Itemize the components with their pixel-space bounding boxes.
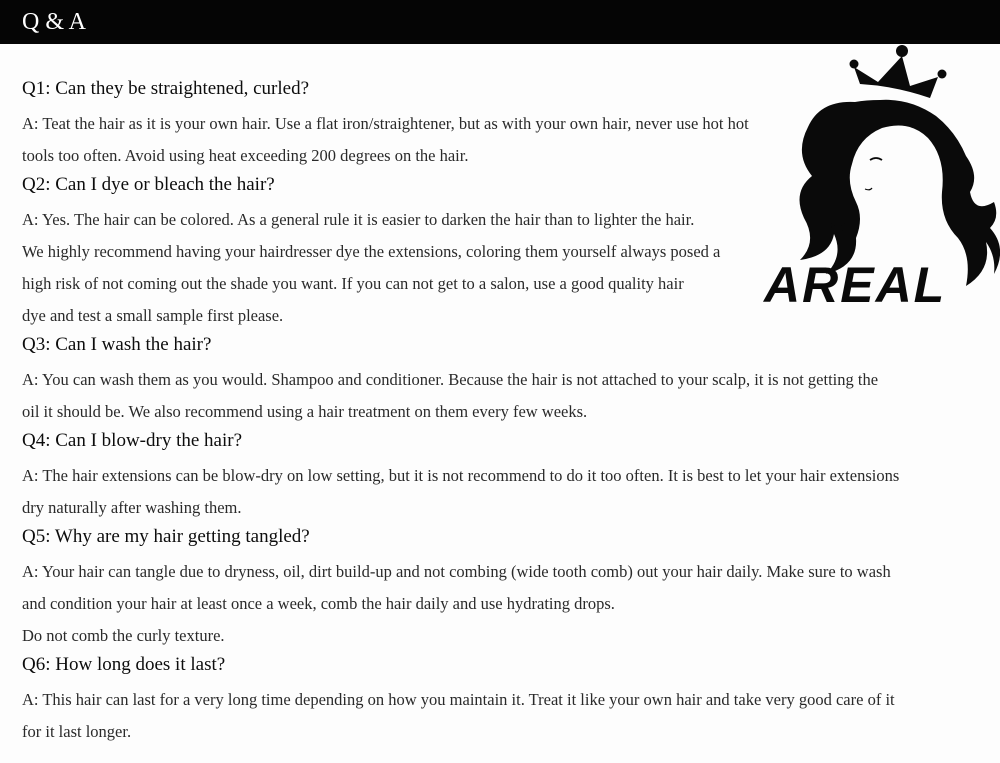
faq-question: Q4: Can I blow-dry the hair?: [22, 430, 243, 451]
faq-answer-line: A: This hair can last for a very long time depending on how you maintain it. Treat it like your own hair and take very good care of it: [22, 690, 895, 709]
faq-item: [22, 172, 992, 332]
faq-answer-line: A: You can wash them as you would. Shampoo and conditioner. Because the hair is not attached to your scalp, it is not getting the: [22, 370, 879, 389]
faq-list: [22, 76, 992, 748]
faq-answer-line: and condition your hair at least once a week, comb the hair daily and use hydrating drops.: [22, 594, 615, 613]
page-title: Q & A: [22, 9, 87, 35]
faq-answer-line: A: Yes. The hair can be colored. As a general rule it is easier to darken the hair than to lighter the hair.: [22, 210, 695, 229]
faq-answer-line: A: Teat the hair as it is your own hair. Use a flat iron/straightener, but as with your own hair, never use hot hot: [22, 114, 749, 133]
faq-answer-line: tools too often. Avoid using heat exceeding 200 degrees on the hair.: [22, 146, 469, 165]
faq-answer-line: A: Your hair can tangle due to dryness, oil, dirt build-up and not combing (wide tooth comb) out your hair daily. Make sure to wash: [22, 562, 891, 581]
header-bar: [0, 0, 1000, 44]
faq-item: [22, 524, 992, 652]
faq-item: [22, 652, 992, 748]
faq-answer-line: dry naturally after washing them.: [22, 498, 242, 517]
faq-question: Q5: Why are my hair getting tangled?: [22, 526, 310, 547]
faq-question: Q3: Can I wash the hair?: [22, 334, 212, 355]
faq-question: Q2: Can I dye or bleach the hair?: [22, 174, 275, 195]
faq-question: Q6: How long does it last?: [22, 654, 226, 675]
faq-answer-line: A: The hair extensions can be blow-dry on low setting, but it is not recommend to do it too often. It is best to let your hair extensions: [22, 466, 900, 485]
faq-answer-line: oil it should be. We also recommend using a hair treatment on them every few weeks.: [22, 402, 588, 421]
faq-question: Q1: Can they be straightened, curled?: [22, 78, 310, 99]
faq-answer-line: dye and test a small sample first please.: [22, 306, 284, 325]
faq-answer-line: for it last longer.: [22, 722, 132, 741]
faq-answer-line: Do not comb the curly texture.: [22, 626, 225, 645]
brand-name: AREAL: [764, 257, 947, 313]
faq-answer-line: high risk of not coming out the shade you want. If you can not get to a salon, use a good quality hair: [22, 274, 684, 293]
faq-item: [22, 332, 992, 428]
faq-item: [22, 428, 992, 524]
faq-item: [22, 76, 992, 172]
faq-answer-line: We highly recommend having your hairdresser dye the extensions, coloring them yourself always posed a: [22, 242, 721, 261]
